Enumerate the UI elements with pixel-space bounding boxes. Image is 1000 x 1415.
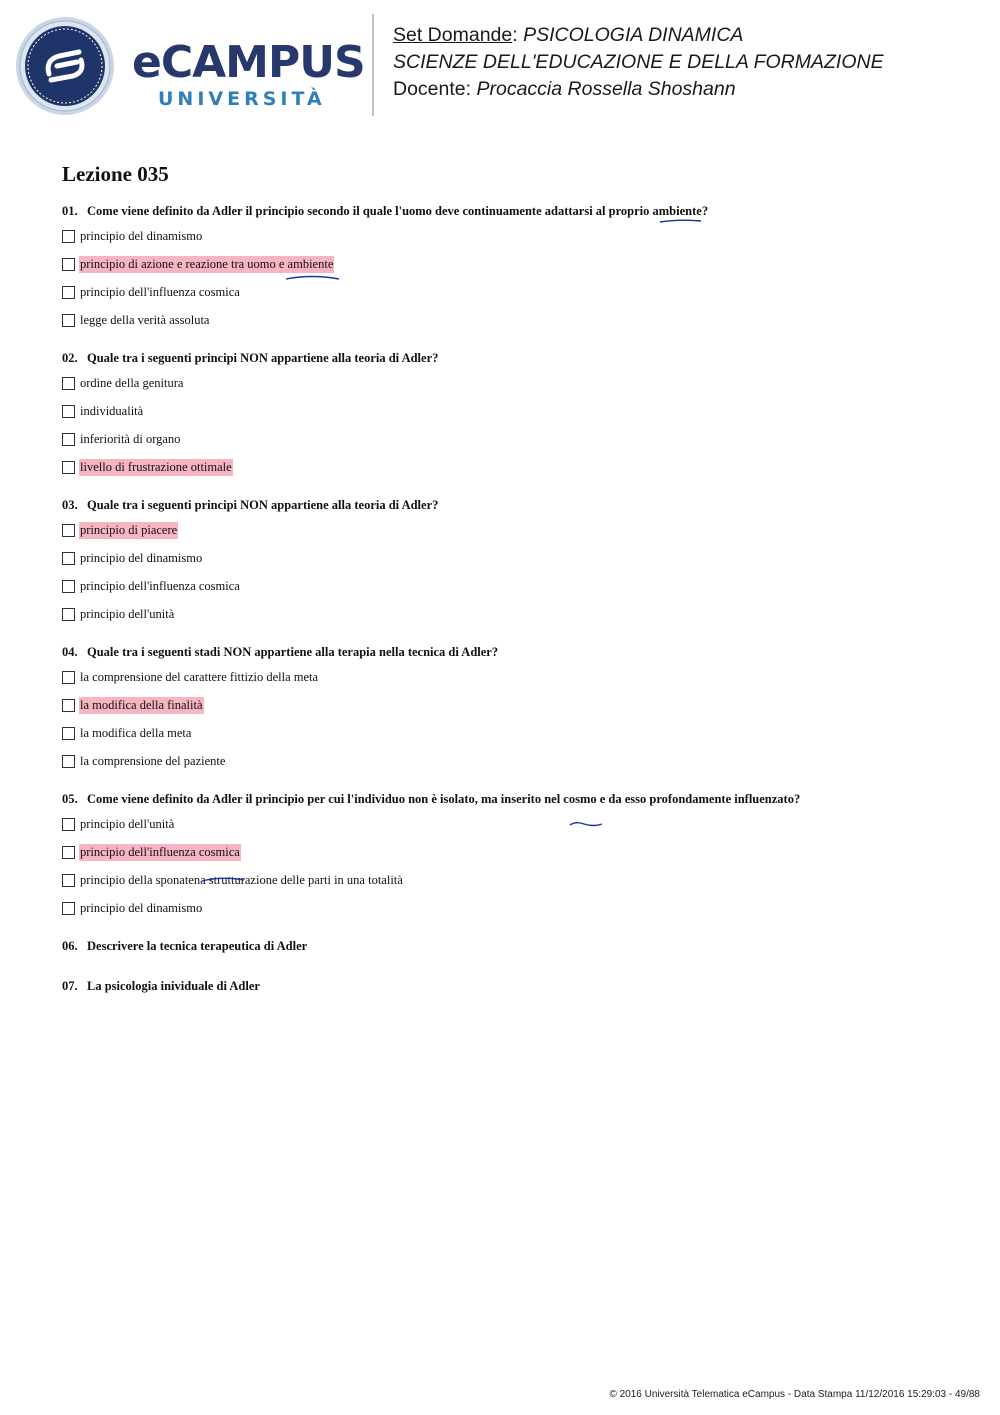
- answer-checkbox[interactable]: [62, 377, 75, 390]
- answer-label: la modifica della meta: [80, 725, 192, 740]
- answer-option[interactable]: [62, 838, 962, 866]
- answer-label: la comprensione del paziente: [80, 753, 226, 768]
- set-colon: :: [512, 24, 524, 46]
- answer-checkbox[interactable]: [62, 258, 75, 271]
- question-text: [62, 641, 962, 663]
- answer-label: principio della sponatena strutturazione delle parti in una totalità: [80, 872, 403, 887]
- answer-label: inferiorità di organo: [80, 431, 181, 446]
- answer-option[interactable]: [62, 894, 962, 922]
- answer-checkbox[interactable]: [62, 433, 75, 446]
- answer-label: individualità: [80, 403, 144, 418]
- answer-label-highlighted: la modifica della finalità: [80, 697, 203, 712]
- question-text: [62, 494, 962, 516]
- answer-checkbox[interactable]: [62, 671, 75, 684]
- answer-label: principio del dinamismo: [80, 550, 203, 565]
- question-item: [62, 200, 962, 347]
- answer-option[interactable]: [62, 719, 962, 747]
- universita-wordmark: UNIVERSITÀ: [158, 88, 326, 110]
- answer-label: la comprensione del carattere fittizio della meta: [80, 669, 319, 684]
- question-number: 07.: [62, 979, 78, 993]
- page-header: [0, 0, 1000, 130]
- question-number: 04.: [62, 645, 78, 659]
- ecampus-wordmark: eCAMPUS: [132, 37, 365, 88]
- question-label: La psicologia inividuale di Adler: [87, 979, 260, 993]
- question-text: [62, 975, 962, 997]
- question-number: 03.: [62, 498, 78, 512]
- answer-option[interactable]: [62, 250, 962, 278]
- answer-checkbox[interactable]: [62, 755, 75, 768]
- answer-checkbox[interactable]: [62, 230, 75, 243]
- page-footer: © 2016 Università Telematica eCampus - Data Stampa 11/12/2016 15:29:03 - 49/88: [609, 1389, 980, 1400]
- answer-label-highlighted: principio di piacere: [80, 522, 178, 537]
- question-label: Descrivere la tecnica terapeutica di Adler: [87, 939, 308, 953]
- answer-checkbox[interactable]: [62, 902, 75, 915]
- answer-label: principio dell'influenza cosmica: [80, 284, 240, 299]
- question-text: [62, 935, 962, 957]
- question-number: 02.: [62, 351, 78, 365]
- answer-label: principio del dinamismo: [80, 900, 203, 915]
- answer-option[interactable]: [62, 453, 962, 481]
- answer-checkbox[interactable]: [62, 461, 75, 474]
- teacher-line: [393, 76, 884, 103]
- question-item: [62, 935, 962, 975]
- lesson-title: Lezione 035: [62, 162, 169, 186]
- answer-label-highlighted: principio di azione e reazione tra uomo e ambiente: [80, 256, 334, 271]
- ecampus-seal-logo: [15, 16, 115, 116]
- answer-option[interactable]: [62, 222, 962, 250]
- answer-label: principio dell'unità: [80, 606, 175, 621]
- answer-option[interactable]: [62, 278, 962, 306]
- course-title: SCIENZE DELL'EDUCAZIONE E DELLA FORMAZIONE: [393, 51, 884, 73]
- answer-option[interactable]: [62, 369, 962, 397]
- answer-label: principio dell'unità: [80, 816, 175, 831]
- answer-checkbox[interactable]: [62, 286, 75, 299]
- answer-checkbox[interactable]: [62, 699, 75, 712]
- answer-option[interactable]: [62, 810, 962, 838]
- question-label: Come viene definito da Adler il principio per cui l'individuo non è isolato, ma inserito nel cosmo e da esso profondamente influenzato?: [87, 792, 801, 806]
- answer-checkbox[interactable]: [62, 580, 75, 593]
- answer-label: principio dell'influenza cosmica: [80, 578, 240, 593]
- answer-label-highlighted: livello di frustrazione ottimale: [80, 459, 232, 474]
- answer-option[interactable]: [62, 866, 962, 894]
- question-text: [62, 788, 962, 810]
- answer-label: principio del dinamismo: [80, 228, 203, 243]
- answer-option[interactable]: [62, 516, 962, 544]
- question-set: [62, 160, 962, 1015]
- question-item: [62, 788, 962, 935]
- question-number: 01.: [62, 204, 78, 218]
- set-line: [393, 22, 884, 49]
- answer-option[interactable]: [62, 306, 962, 334]
- answer-checkbox[interactable]: [62, 846, 75, 859]
- teacher-label: Docente:: [393, 78, 472, 100]
- question-item: [62, 494, 962, 641]
- answer-checkbox[interactable]: [62, 314, 75, 327]
- answer-label-highlighted: principio dell'influenza cosmica: [80, 844, 240, 859]
- question-item: [62, 641, 962, 788]
- question-item: [62, 975, 962, 1015]
- question-item: [62, 347, 962, 494]
- question-list: [62, 200, 962, 1015]
- question-label: Quale tra i seguenti stadi NON appartiene alla terapia nella tecnica di Adler?: [87, 645, 499, 659]
- answer-option[interactable]: [62, 691, 962, 719]
- question-label: Quale tra i seguenti principi NON appartiene alla teoria di Adler?: [87, 498, 439, 512]
- teacher-name: Procaccia Rossella Shoshann: [476, 78, 736, 100]
- subject-title: PSICOLOGIA DINAMICA: [523, 24, 744, 46]
- header-divider: [372, 14, 374, 116]
- question-number: 05.: [62, 792, 78, 806]
- answer-option[interactable]: [62, 572, 962, 600]
- set-label: Set Domande: [393, 24, 513, 46]
- question-number: 06.: [62, 939, 78, 953]
- question-text: [62, 200, 962, 222]
- answer-label: ordine della genitura: [80, 375, 184, 390]
- answer-checkbox[interactable]: [62, 552, 75, 565]
- question-label: Quale tra i seguenti principi NON appartiene alla teoria di Adler?: [87, 351, 439, 365]
- answer-checkbox[interactable]: [62, 405, 75, 418]
- answer-option[interactable]: [62, 663, 962, 691]
- answer-option[interactable]: [62, 397, 962, 425]
- header-info: [393, 22, 884, 103]
- answer-checkbox[interactable]: [62, 524, 75, 537]
- answer-checkbox[interactable]: [62, 874, 75, 887]
- answer-checkbox[interactable]: [62, 727, 75, 740]
- answer-option[interactable]: [62, 747, 962, 775]
- answer-checkbox[interactable]: [62, 818, 75, 831]
- answer-option[interactable]: [62, 544, 962, 572]
- question-text: [62, 347, 962, 369]
- answer-option[interactable]: [62, 425, 962, 453]
- question-label: Come viene definito da Adler il principio secondo il quale l'uomo deve continuamente adattarsi al proprio ambiente?: [87, 204, 709, 218]
- answer-checkbox[interactable]: [62, 608, 75, 621]
- answer-label: legge della verità assoluta: [80, 312, 210, 327]
- answer-option[interactable]: [62, 600, 962, 628]
